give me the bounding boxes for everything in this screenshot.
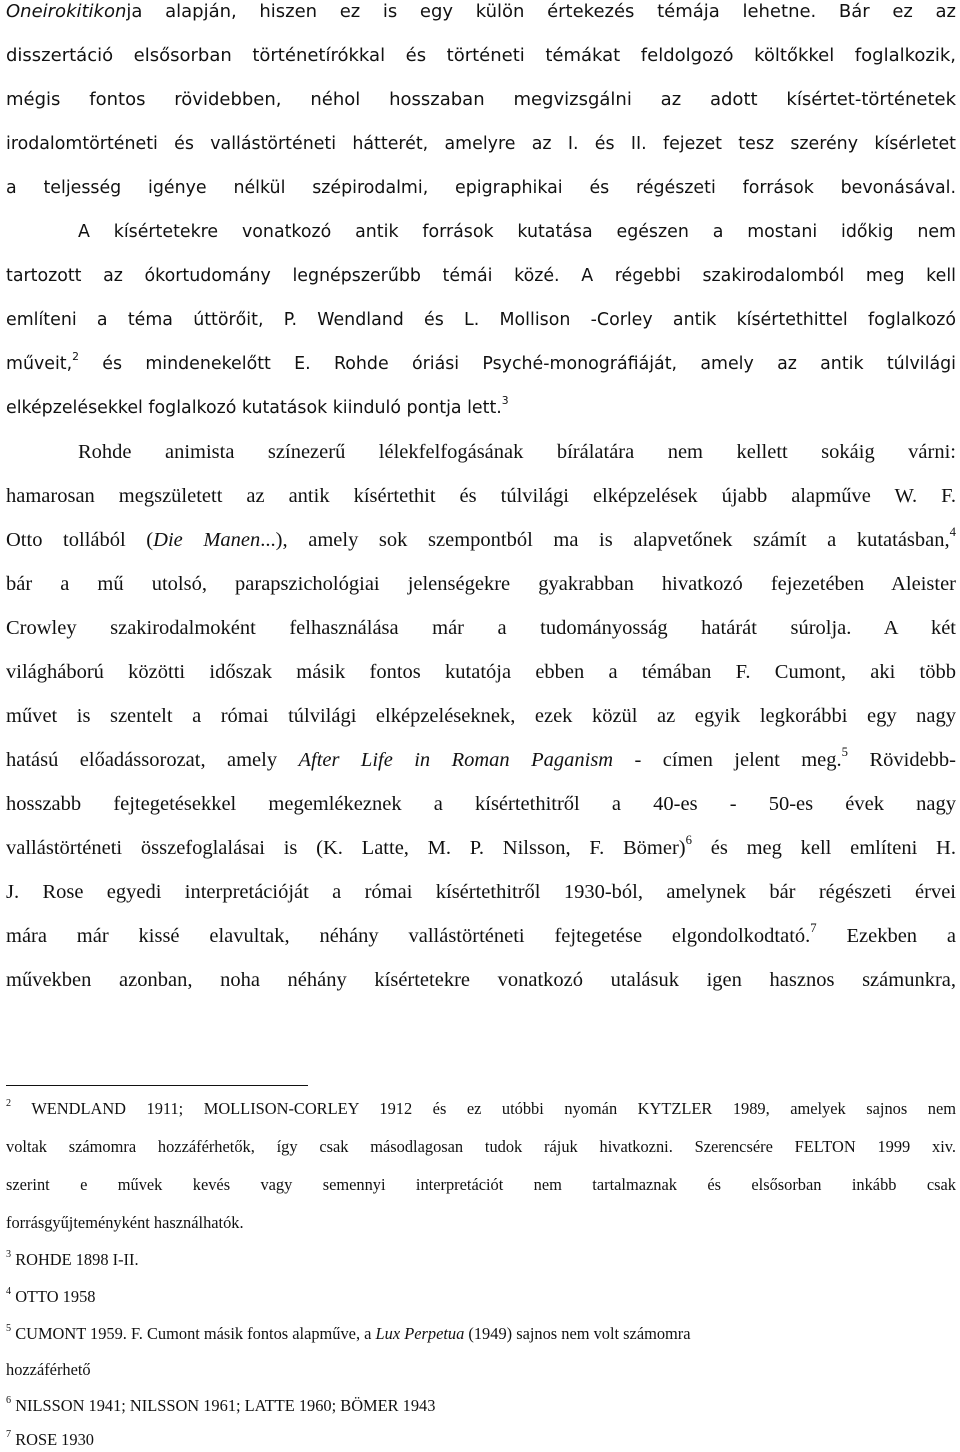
italic-title: Lux Perpetua	[375, 1324, 465, 1343]
footnote-number: 2	[6, 1097, 12, 1109]
body-line: mára már kissé elavultak, néhány vallástörténeti fejtegetése elgondolkodtató.$^7$ Ezekben a	[6, 920, 956, 947]
footnote-7: $^7$ ROSE 1930	[6, 1428, 94, 1449]
body-line: műveit,$^2$ és mindenekelőtt E. Rohde óriási Psyché-monográfiáját, amely az antik túlvilági	[6, 350, 956, 374]
footnote-6: $^6$ NILSSON 1941; NILSSON 1961; LATTE 1960; BÖMER 1943	[6, 1394, 436, 1415]
body-line: művekben azonban, noha néhány kísértetekre vonatkozó utalásuk igen hasznos számunkra,	[6, 969, 956, 991]
body-line: Oneirokitikonja alapján, hiszen ez is egy külön értekezés témája lehetne. Bár ez az	[6, 1, 956, 22]
footnote-ref[interactable]: 5	[841, 744, 849, 759]
footnote-number: 6	[6, 1394, 12, 1406]
footnote-separator	[6, 1085, 308, 1086]
body-line: Rohde animista színezerű lélekfelfogásának bírálatára nem kellett sokáig várni:	[78, 441, 956, 463]
footnote-line: hozzáférhető	[6, 1360, 91, 1379]
body-line: a teljesség igénye nélkül szépirodalmi, epigraphikai és régészeti források bevonásával.	[6, 178, 956, 198]
footnote-number: 3	[6, 1248, 12, 1260]
italic-title: Oneirokitikon	[6, 1, 127, 22]
footnote-number: 7	[6, 1428, 12, 1440]
footnote-line: voltak számomra hozzáférhetők, így csak másodlagosan tudok rájuk hivatkozni. Szerencsére FELTON 1999 xiv.	[6, 1137, 956, 1156]
footnote-2: $^2$ WENDLAND 1911; MOLLISON-CORLEY 1912 és ez utóbbi nyomán KYTZLER 1989, amelyek sajnos nem	[6, 1097, 956, 1118]
footnote-line: forrásgyűjteményként használhatók.	[6, 1213, 244, 1232]
body-line: disszertáció elsősorban történetírókkal és történeti témákat feldolgozó költőkkel foglalkozik,	[6, 45, 956, 66]
body-line: hosszabb fejtegetésekkel megemlékeznek a kísértethitről a 40-es - 50-es évek nagy	[6, 793, 956, 815]
body-line: mégis fontos rövidebben, néhol hosszaban megvizsgálni az adott kísértet-történetek	[6, 89, 956, 110]
footnote-ref[interactable]: 4	[949, 524, 956, 539]
body-line: Otto tollából (Die Manen...), amely sok szempontból ma is alapvetőnek számít a kutatásban,$^4$	[6, 524, 956, 551]
footnote-number: 5	[6, 1322, 12, 1334]
footnote-4: $^4$ OTTO 1958	[6, 1285, 96, 1306]
footnote-line: szerint e művek kevés vagy semennyi interpretációt nem tartalmaznak és elsősorban inkább csak	[6, 1175, 956, 1194]
body-line: A kísértetekre vonatkozó antik források kutatása egészen a mostani időkig nem	[78, 222, 956, 242]
footnote-5: $^5$ CUMONT 1959. F. Cumont másik fontos alapműve, a Lux Perpetua (1949) sajnos nem volt számomra	[6, 1322, 691, 1343]
italic-title: Die Manen	[153, 529, 261, 551]
body-line: hamarosan megszületett az antik kísértethit és túlvilági elképzelések újabb alapműve W. F.	[6, 485, 956, 507]
body-line: irodalomtörténeti és vallástörténeti hátterét, amelyre az I. és II. fejezet tesz szerény kísérletet	[6, 134, 956, 154]
footnote-number: 4	[6, 1285, 12, 1297]
body-line: vallástörténeti összefoglalásai is (K. Latte, M. P. Nilsson, F. Bömer)$^6$ és meg kell említeni H.	[6, 832, 956, 859]
footnote-ref[interactable]: 2	[72, 350, 79, 364]
footnote-ref[interactable]: 7	[810, 920, 817, 935]
footnote-3: $^3$ ROHDE 1898 I-II.	[6, 1248, 139, 1269]
body-line: világháború közötti időszak másik fontos kutatója ebben a témában F. Cumont, aki több	[6, 661, 956, 683]
italic-title: After Life in Roman Paganism	[298, 749, 614, 771]
body-line: bár a mű utolsó, parapszichológiai jelenségekre gyakrabban hivatkozó fejezetében Aleister	[6, 573, 956, 595]
body-line: J. Rose egyedi interpretációját a római kísértethitről 1930-ból, amelynek bár régészeti érvei	[6, 881, 956, 903]
footnote-ref[interactable]: 3	[501, 394, 509, 408]
body-line: tartozott az ókortudomány legnépszerűbb témái közé. A régebbi szakirodalomból meg kell	[6, 266, 956, 286]
body-line: elképzelésekkel foglalkozó kutatások kiinduló pontja lett.$^3$	[6, 394, 509, 418]
body-line: említeni a téma úttörőit, P. Wendland és L. Mollison -Corley antik kísértethittel foglalkozó	[6, 310, 956, 330]
body-line: Crowley szakirodalmoként felhasználása már a tudományosság határát súrolja. A két	[6, 617, 956, 639]
footnote-ref[interactable]: 6	[685, 832, 692, 847]
body-line: hatású előadássorozat, amely After Life in Roman Paganism - címen jelent meg.$^5$ Rövidebb-	[6, 744, 956, 771]
body-line: művet is szentelt a római túlvilági elképzeléseknek, ezek közül az egyik legkorábbi egy nagy	[6, 705, 956, 727]
